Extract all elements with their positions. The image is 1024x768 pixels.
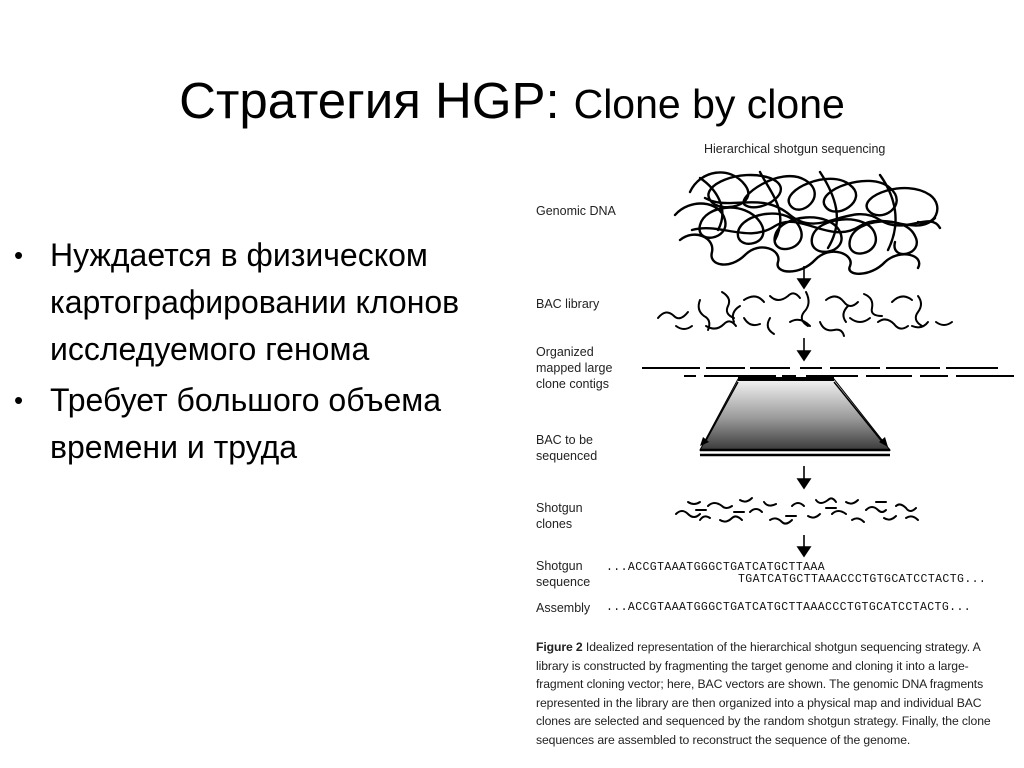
sequence-read-1: ...ACCGTAAATGGGCTGATCATGCTTAAA <box>606 561 826 574</box>
figure-caption <box>536 638 1014 750</box>
label-shotgun-sequence-line-1: Shotgun <box>536 559 583 573</box>
sequence-read-2: TGATCATGCTTAAACCCTGTGCATCCTACTG... <box>738 573 987 586</box>
label-shotgun-clones-line-1: Shotgun <box>536 501 583 515</box>
label-assembly: Assembly <box>536 601 591 615</box>
bullet-dot-icon: • <box>14 240 24 270</box>
label-bac-library: BAC library <box>536 297 600 311</box>
caption-figure-number: Figure 2 <box>536 640 583 654</box>
label-organized-line-2: mapped large <box>536 361 613 375</box>
figure-heading: Hierarchical shotgun sequencing <box>704 142 886 156</box>
label-genomic-dna: Genomic DNA <box>536 204 616 218</box>
bullet-text: Требует большого объема времени и труда <box>50 382 442 465</box>
bac-expansion <box>700 379 890 455</box>
genomic-dna-tangle <box>675 172 940 274</box>
caption-text: Idealized representation of the hierarchical shotgun sequencing strategy. A library is constructed by fragmenting the target genome and cloning it into a large-fragment cloning vector; here, BAC vectors are shown. The genomic DNA fragments represented in the library are then organized into a physical map and individual BAC clones are selected and sequenced by the random shotgun strategy. Finally, the clone sequences are assembled to reconstruct the sequence of the genome. <box>536 640 991 747</box>
bullet-text: Нуждается в физическом картографировании клонов исследуемого генома <box>50 237 460 367</box>
bullet-item <box>8 232 478 373</box>
title-sub: Clone by clone <box>573 81 845 127</box>
title-main: Стратегия HGP: <box>179 72 560 129</box>
label-bac-sequenced-line-1: BAC to be <box>536 433 593 447</box>
flow-arrows <box>798 266 810 556</box>
shotgun-clone-fragments <box>676 498 918 524</box>
bullet-dot-icon: • <box>14 385 24 415</box>
label-organized-line-1: Organized <box>536 345 594 359</box>
label-bac-sequenced-line-2: sequenced <box>536 449 598 463</box>
bac-library-fragments <box>658 292 952 336</box>
label-organized-line-3: clone contigs <box>536 377 609 391</box>
slide-title <box>0 66 1024 139</box>
label-shotgun-clones-line-2: clones <box>536 517 573 531</box>
clone-contig-lines <box>642 368 1014 376</box>
sequence-assembly: ...ACCGTAAATGGGCTGATCATGCTTAAACCCTGTGCATCCTACTG... <box>606 601 972 614</box>
label-shotgun-sequence-line-2: sequence <box>536 575 591 589</box>
bullet-list <box>8 232 478 475</box>
bullet-item <box>8 377 478 471</box>
